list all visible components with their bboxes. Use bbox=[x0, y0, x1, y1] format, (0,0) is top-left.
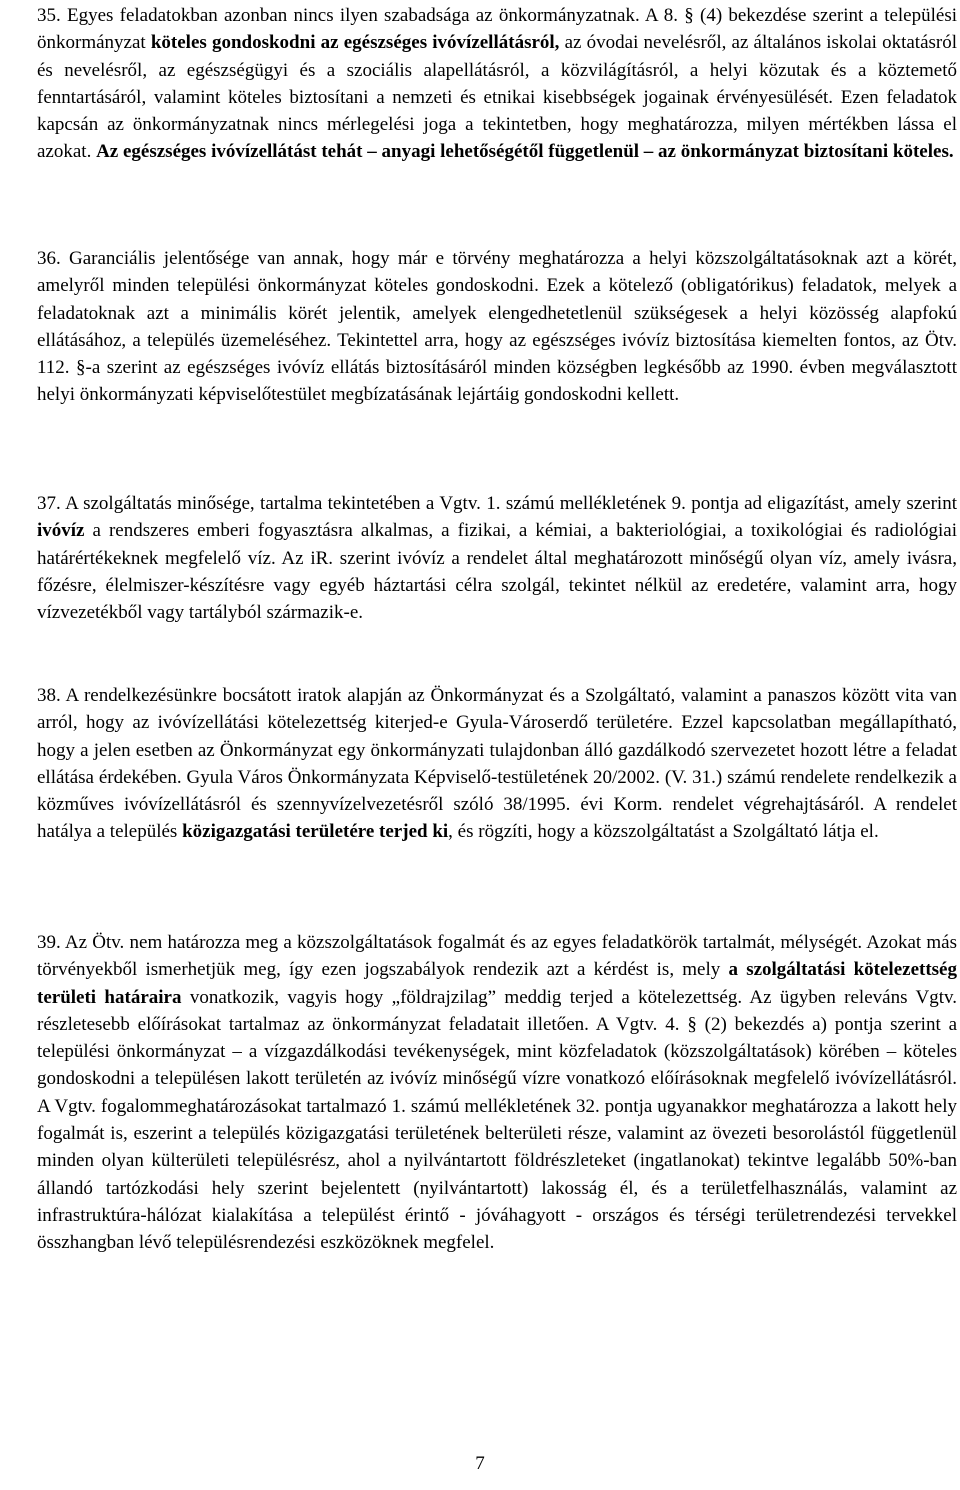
page-number: 7 bbox=[475, 1453, 485, 1474]
paragraph-text: Egyes feladatokban azonban nincs ilyen szabadsága az önkormányzatnak. A 8. § (4) bekezdése szerint a települési önkormányzat bbox=[37, 5, 957, 54]
paragraph-36 bbox=[37, 245, 957, 409]
paragraph-number: 36. bbox=[37, 248, 61, 269]
paragraph-bold-text: közigazgatási területére terjed ki bbox=[182, 821, 449, 843]
paragraph-35 bbox=[37, 2, 957, 166]
paragraph-number: 39. bbox=[37, 932, 61, 953]
paragraph-number: 38. bbox=[37, 685, 61, 706]
paragraph-bold-text: Az egészséges ivóvízellátást tehát – anyagi lehetőségétől függetlenül – az önkormányzat biztosítani köteles. bbox=[96, 141, 954, 163]
paragraph-number: 35. bbox=[37, 5, 61, 26]
paragraph-text: A szolgáltatás minősége, tartalma tekintetében a Vgtv. 1. számú mellékletének 9. pontja ad eligazítást, amely szerint bbox=[60, 493, 957, 514]
paragraph-bold-text: köteles gondoskodni az egészséges ivóvízellátásról, bbox=[150, 32, 560, 54]
paragraph-number: 37. bbox=[37, 493, 61, 514]
paragraph-text: Az Ötv. nem határozza meg a közszolgáltatások fogalmát és az egyes feladatkörök tartalmát, mélységét. Azokat más törvényekből ismerhetjük meg, így ezen jogszabályok rendezik azt a kérdést is, mely bbox=[37, 932, 957, 981]
paragraph-text: vonatkozik, vagyis hogy „földrajzilag” meddig terjed a kötelezettség. Az ügyben releváns Vgtv. részletesebb előírásokat tartalmaz az önkormányzat feladatait illetően. A Vgtv. 4. § (2) bekezdés a) pontja szerint a települési önkormányzat – a vízgazdálkodási tevékenységek, mint közfeladatok (közszolgáltatások) körében – köteles gondoskodni a településen lakott területén az ivóvíz minőségű vízre vonatkozó előírásoknak megfelelő ivóvízellátásról. A Vgtv. fogalommeghatározásokat tartalmazó 1. számú mellékletének 32. pontja ugyanakkor meghatározza a lakott hely fogalmát is, eszerint a település közigazgatási területének belterületi része, valamint az övezeti besorolástól függetlenül minden olyan külterületi településrész, ahol a nyilvántartott földrészleteket (ingatlanokat) tekintve legalább 50%-ban állandó tartózkodási hely szerint bejelentett (nyilvántartott) lakosság él, és a területfelhasználás, valamint az infrastruktúra-hálózat kialakítása a települést érintő - jóváhagyott - országos és térségi területrendezési tervekkel összhangban lévő településrendezési eszközöknek megfelel. bbox=[37, 986, 957, 1254]
paragraph-bold-text: a szolgáltatási kötelezettség területi határaira bbox=[37, 959, 957, 1008]
paragraph-38 bbox=[37, 682, 957, 846]
paragraph-text: az óvodai nevelésről, az általános iskolai oktatásról és nevelésről, az egészségügyi és a szociális alapellátásról, a közvilágításról, a helyi közutak és a köztemető fenntartásáról, valamint köteles biztosítani a nemzeti és etnikai kisebbségek jogainak érvényesülését. Ezen feladatok kapcsán az önkormányzatnak nincs mérlegelési joga a tekintetben, hogy meghatározza, milyen mértékben lássa el azokat. bbox=[37, 32, 958, 163]
paragraph-bold-text: ivóvíz bbox=[37, 520, 85, 542]
paragraph-text: A rendelkezésünkre bocsátott iratok alapján az Önkormányzat és a Szolgáltató, valamint a panaszos között vita van arról, hogy az ivóvízellátási kötelezettség kiterjed-e Gyula-Városerdő területére. Ezzel kapcsolatban megállapítható, hogy a jelen esetben az Önkormányzat egy önkormányzati tulajdonban álló gazdálkodó szervezetet hozott létre a feladat ellátása érdekében. Gyula Város Önkormányzata Képviselő-testületének 20/2002. (V. 31.) számú rendelete rendelkezik a közműves ivóvízellátásról és szennyvízelvezetésről szóló 38/1995. évi Korm. rendelet végrehajtásáról. A rendelet hatálya a település bbox=[37, 685, 957, 843]
paragraph-37 bbox=[37, 490, 957, 626]
paragraph-39 bbox=[37, 929, 957, 1257]
paragraph-text: a rendszeres emberi fogyasztásra alkalmas, a fizikai, a kémiai, a bakteriológiai, a toxikológiai és radiológiai határértékeknek megfelelő víz. Az iR. szerint ivóvíz a rendelet által meghatározott minőségű olyan víz, amely ivásra, főzésre, élelmiszer-készítésre vagy egyéb háztartási célra szolgál, tekintet nélkül az eredetére, valamint arra, hogy vízvezetékből vagy tartályból származik-e. bbox=[37, 520, 957, 624]
paragraph-text: Garanciális jelentősége van annak, hogy már e törvény meghatározza a helyi közszolgáltatásoknak azt a körét, amelyről minden települési önkormányzat köteles gondoskodni. Ezek a kötelező (obligatórikus) feladatok, melyek a feladatoknak azt a minimális körét jelentik, amelyek elengedhetetlenül szükségesek a helyi közösség alapfokú ellátásához, a település üzemeléséhez. Tekintettel arra, hogy az egészséges ivóvíz biztosítása kiemelten fontos, az Ötv. 112. §-a szerint az egészséges ivóvíz ellátás biztosításáról minden községben legkésőbb az 1990. évben megválasztott helyi önkormányzati képviselőtestület megbízatásának lejártáig gondoskodni kellett. bbox=[37, 248, 957, 406]
paragraph-text: , és rögzíti, hogy a közszolgáltatást a Szolgáltató látja el. bbox=[448, 821, 879, 843]
